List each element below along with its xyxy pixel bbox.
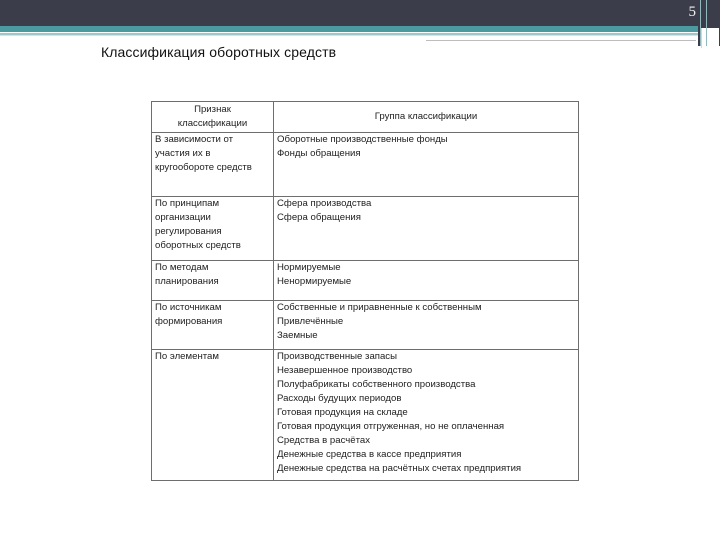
header-criterion [152, 102, 274, 133]
group-line: Сфера производства [277, 198, 372, 209]
table-row [152, 301, 579, 350]
criterion-line: планирования [155, 276, 219, 287]
criterion-line: кругообороте средств [155, 162, 252, 173]
criterion-line: По элементам [155, 351, 219, 362]
criterion-cell [152, 261, 274, 301]
table-header-row [152, 102, 579, 133]
group-cell [274, 197, 579, 261]
criterion-line: По источникам [155, 302, 222, 313]
group-line: Сфера обращения [277, 212, 361, 223]
top-stripe-light [0, 35, 720, 36]
criterion-line: оборотных средств [155, 240, 241, 251]
criterion-line: формирования [155, 316, 223, 327]
group-cell [274, 133, 579, 197]
criterion-line: участия их в [155, 148, 211, 159]
group-line: Фонды обращения [277, 148, 361, 159]
group-line: Расходы будущих периодов [277, 393, 402, 404]
group-line: Полуфабрикаты собственного производства [277, 379, 476, 390]
top-header-band [0, 0, 720, 26]
group-line: Привлечённые [277, 316, 344, 327]
group-line: Производственные запасы [277, 351, 398, 362]
table-row [152, 350, 579, 481]
criterion-line: По методам [155, 262, 209, 273]
group-cell [274, 261, 579, 301]
group-cell [274, 301, 579, 350]
criterion-line: По принципам [155, 198, 220, 209]
header-group [274, 102, 579, 133]
group-line: Готовая продукция на складе [277, 407, 408, 418]
criterion-line: организации [155, 212, 211, 223]
table-row [152, 197, 579, 261]
group-line: Заемные [277, 330, 318, 341]
header-criterion-line: классификации [177, 118, 248, 129]
page-number: 5 [688, 4, 696, 20]
criterion-line: регулирования [155, 226, 222, 237]
corner-frame-line [706, 0, 707, 46]
corner-frame-inner [701, 28, 719, 48]
classification-table [151, 101, 579, 481]
group-line: Оборотные производственные фонды [277, 134, 448, 145]
group-line: Денежные средства в кассе предприятия [277, 449, 462, 460]
criterion-cell [152, 197, 274, 261]
group-line: Нормируемые [277, 262, 341, 273]
group-line: Незавершенное производство [277, 365, 413, 376]
criterion-cell [152, 350, 274, 481]
group-cell [274, 350, 579, 481]
criterion-cell [152, 301, 274, 350]
criterion-line: В зависимости от [155, 134, 234, 145]
header-group-line: Группа классификации [374, 111, 478, 122]
group-line: Ненормируемые [277, 276, 352, 287]
page-title: Классификация оборотных средств [101, 44, 337, 60]
header-criterion-line: Признак [194, 104, 231, 115]
table-row [152, 261, 579, 301]
corner-frame-line [700, 0, 701, 46]
title-divider [426, 40, 696, 41]
group-line: Средства в расчётах [277, 435, 371, 446]
group-line: Готовая продукция отгруженная, но не оплаченная [277, 421, 505, 432]
group-line: Денежные средства на расчётных счетах предприятия [277, 463, 522, 474]
table-row [152, 133, 579, 197]
top-accent-bar [0, 26, 720, 32]
group-line: Собственные и приравненные к собственным [277, 302, 482, 313]
criterion-cell [152, 133, 274, 197]
